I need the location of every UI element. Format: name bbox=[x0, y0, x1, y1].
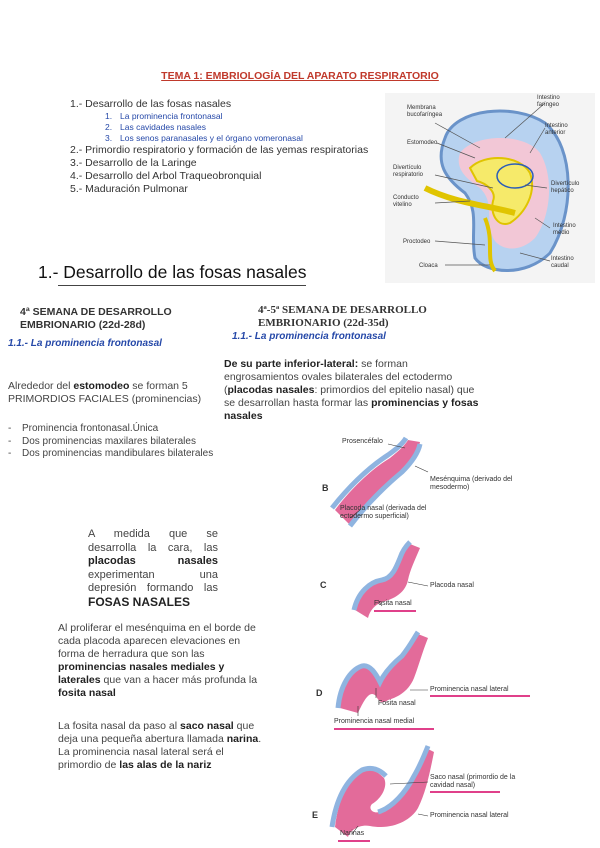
figure-b-letter: B bbox=[322, 483, 329, 493]
toc-subitem-2: 2. Las cavidades nasales bbox=[105, 122, 207, 132]
label-estomodeo: Estomodeo bbox=[407, 140, 438, 146]
figure-d-letter: D bbox=[316, 688, 323, 698]
label-cloaca: Cloaca bbox=[419, 263, 438, 269]
highlight-underline bbox=[334, 728, 434, 730]
section-heading: 1.- Desarrollo de las fosas nasales bbox=[38, 262, 306, 283]
para-proliferar: Al proliferar el mesénquima en el borde de cada placoda aparecen elevaciones en forma de herradura que son las prominencias nasales mediales y laterales que van a hacer más profunda la fosita nasal bbox=[58, 622, 258, 699]
para-saco-nasal: La fosita nasal da paso al saco nasal que deja una pequeña abertura llamada narina. La prominencia nasal lateral será el primordio de las alas de la nariz bbox=[58, 720, 262, 771]
label-prominencia-nasal-lateral-d: Prominencia nasal lateral bbox=[430, 686, 509, 693]
table-of-contents bbox=[70, 98, 380, 196]
label-prominencia-nasal-medial: Prominencia nasal medial bbox=[334, 718, 415, 725]
label-conducto-vitelino: Conducto vitelino bbox=[393, 195, 419, 208]
figure-d bbox=[310, 628, 540, 738]
toc-item-5: 5.- Maduración Pulmonar bbox=[70, 183, 188, 195]
right-week-heading: 4ª-5ª SEMANA DE DESARROLLO EMBRIONARIO (22d-35d) bbox=[258, 304, 427, 329]
list-item: - Dos prominencias mandibulares bilaterales bbox=[8, 448, 214, 459]
label-fosita-nasal-d: Fosita nasal bbox=[378, 700, 416, 707]
label-fosita-nasal-c: Fosita nasal bbox=[374, 600, 412, 607]
figure-b bbox=[310, 430, 540, 530]
figure-e bbox=[310, 742, 540, 846]
highlight-underline bbox=[430, 695, 530, 697]
left-subheading: 1.1.- La prominencia frontonasal bbox=[8, 338, 162, 349]
label-proctodeo: Proctodeo bbox=[403, 239, 431, 245]
list-item: - Dos prominencias maxilares bilaterales bbox=[8, 435, 196, 447]
toc-item-1: 1.- Desarrollo de las fosas nasales bbox=[70, 98, 232, 110]
label-intestino-caudal: Intestino caudal bbox=[551, 256, 574, 269]
figure-c-letter: C bbox=[320, 580, 327, 590]
right-paragraph: De su parte inferior-lateral: se forman engrosamientos ovales bilaterales del ectodermo (placodas nasales: primordios del epitelio nasal) que se desarrollan hasta formar las prominencias y fosas nasales bbox=[224, 358, 479, 422]
highlight-underline bbox=[374, 610, 416, 612]
list-item: - Prominencia frontonasal.Única bbox=[8, 423, 159, 434]
figure-e-letter: E bbox=[312, 810, 319, 820]
highlight-underline bbox=[430, 791, 500, 793]
toc-item-2: 2.- Primordio respiratorio y formación de las yemas respiratorias bbox=[70, 144, 369, 156]
highlight-underline bbox=[338, 840, 370, 842]
toc-subitem-1: 1. La prominencia frontonasal bbox=[105, 111, 223, 121]
heading-underline bbox=[58, 285, 306, 286]
document-title: TEMA 1: EMBRIOLOGÍA DEL APARATO RESPIRATORIO bbox=[161, 70, 439, 82]
label-membrana-bucofaringea: Membrana bucofaríngea bbox=[407, 105, 443, 118]
para-fosas-nasales: A medida que se desarrolla la cara, las placodas nasales experimentan una depresión formando las FOSAS NASALES bbox=[88, 528, 218, 609]
label-prominencia-nasal-lateral-e: Prominencia nasal lateral bbox=[430, 812, 509, 819]
label-narinas: Narinas bbox=[340, 830, 365, 837]
label-mesenquima: Mesénquima (derivado del mesodermo) bbox=[430, 476, 513, 491]
figure-c-drawing bbox=[310, 540, 540, 620]
toc-subitem-3: 3. Los senos paranasales y el órgano vomeronasal bbox=[105, 133, 303, 143]
embryo-diagram bbox=[385, 93, 595, 283]
label-intestino-medio: Intestino medio bbox=[553, 223, 576, 236]
label-diverticulo-respiratorio: Divertículo respiratorio bbox=[393, 165, 424, 178]
label-intestino-faringeo: Intestino faríngeo bbox=[537, 95, 560, 108]
label-diverticulo-hepatico: Divertículo hepático bbox=[551, 181, 580, 194]
label-intestino-anterior: Intestino anterior bbox=[545, 123, 568, 136]
toc-item-3: 3.- Desarrollo de la Laringe bbox=[70, 157, 197, 169]
figure-c bbox=[310, 540, 540, 620]
primordios-list bbox=[8, 423, 223, 461]
intro-paragraph: Alrededor del estomodeo se forman 5 PRIMORDIOS FACIALES (prominencias) bbox=[8, 380, 202, 405]
right-subheading: 1.1.- La prominencia frontonasal bbox=[232, 331, 386, 342]
left-week-heading: 4ª SEMANA DE DESARROLLO EMBRIONARIO (22d-28d) bbox=[20, 306, 172, 331]
label-prosencefalo: Prosencéfalo bbox=[342, 438, 383, 445]
label-saco-nasal: Saco nasal (primordio de la cavidad nasal) bbox=[430, 774, 516, 789]
label-placoda-nasal-b: Placoda nasal (derivada del ectodermo superficial) bbox=[340, 505, 427, 520]
label-placoda-nasal-c: Placoda nasal bbox=[430, 582, 474, 589]
toc-item-4: 4.- Desarrollo del Arbol Traqueobronquial bbox=[70, 170, 262, 182]
